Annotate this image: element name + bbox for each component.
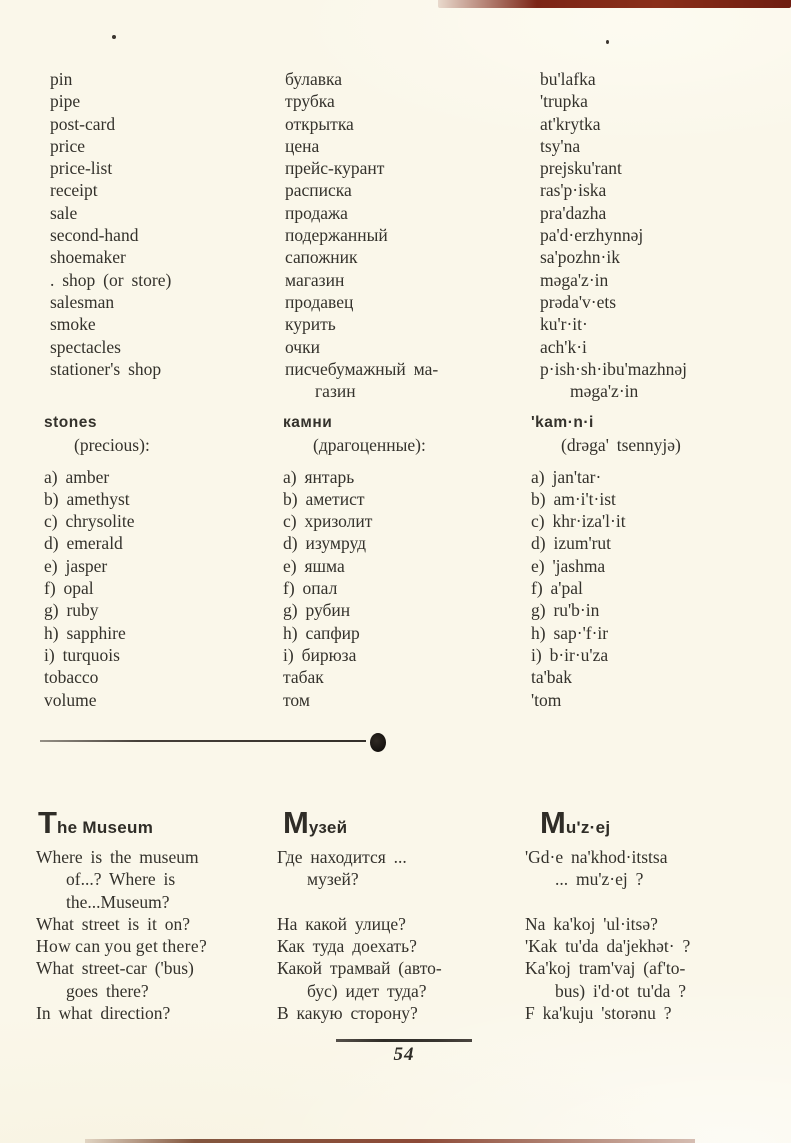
vocab-entry-english: shoemaker <box>50 247 126 268</box>
vocab-entry-phonetic: tsy'na <box>540 135 581 156</box>
phrases-column-phonetic <box>525 846 787 1024</box>
vocab-entry-russian: газин <box>315 381 356 402</box>
vocab-entry-phonetic: məga'z·in <box>540 269 609 290</box>
vocab-entry-english: spectacles <box>50 336 121 357</box>
stones-entry-english: i) turquois <box>44 644 120 665</box>
vocab-entry-phonetic: pra'dazha <box>540 202 607 223</box>
vocab-entry-phonetic: ku'r·it· <box>540 314 588 335</box>
stones-entry-russian: c) хризолит <box>283 511 373 532</box>
vocab-entry-english: salesman <box>50 291 115 312</box>
vocab-entry-russian: писчебумажный ма- <box>285 358 439 379</box>
phrase-line-english: How can you get there? <box>36 936 208 957</box>
stones-entry-english: e) jasper <box>44 555 108 576</box>
vocab-entry-phonetic: at'krytka <box>540 113 601 134</box>
phrase-line-english: What street is it on? <box>36 913 190 934</box>
stones-entry-russian: b) аметист <box>283 488 365 509</box>
vocab-entry-phonetic: ras'p·iska <box>540 180 607 201</box>
stones-entry-english: b) amethyst <box>44 488 130 509</box>
stones-entry-russian: том <box>283 689 310 710</box>
stones-entry-phonetic: i) b·ir·u'za <box>531 644 609 665</box>
vocab-entry-phonetic: p·ish·sh·ibu'mazhnəj <box>540 358 688 379</box>
museum-section-headings <box>0 791 791 841</box>
stones-column-english <box>44 412 274 711</box>
stones-entry-english: c) chrysolite <box>44 511 135 532</box>
vocab-entry-russian: трубка <box>285 91 335 112</box>
stones-entry-english: tobacco <box>44 667 99 688</box>
vocab-entry-phonetic: prəda'v·ets <box>540 291 617 312</box>
vocab-entry-russian: булавка <box>285 69 342 89</box>
stones-entry-english: h) sapphire <box>44 622 126 643</box>
phrase-line-russian: музей? <box>307 869 359 890</box>
phrase-line-english: Where is the museum <box>36 847 199 867</box>
stones-column-phonetic <box>531 412 786 711</box>
stones-entry-russian: a) янтарь <box>283 466 355 487</box>
scan-edge-band-top <box>438 0 791 8</box>
divider-dot <box>370 733 386 752</box>
vocab-entry-english: pipe <box>50 91 81 112</box>
vocab-entry-english: price <box>50 135 85 156</box>
vocab-entry-phonetic: 'trupka <box>540 91 588 112</box>
stones-entry-phonetic: f) a'pal <box>531 578 583 599</box>
page-number-rule <box>336 1039 472 1042</box>
stones-entry-russian: d) изумруд <box>283 533 367 554</box>
vocab-entry-russian: цена <box>285 135 320 156</box>
phrases-column-russian <box>277 846 527 1024</box>
phrase-line-russian: В какую сторону? <box>277 1003 418 1024</box>
museum-heading-phonetic <box>540 805 610 841</box>
heading-drop-initial: T <box>38 805 57 841</box>
vocab-entry-russian: прейс-курант <box>285 158 385 179</box>
heading-rest: u'z·ej <box>565 818 611 838</box>
museum-heading-russian <box>283 805 347 841</box>
ink-speck <box>606 40 609 44</box>
vocab-entry-russian: открытка <box>285 113 354 134</box>
page-number: 54 <box>393 1044 415 1065</box>
heading-drop-initial: М <box>283 805 309 841</box>
phrase-line-russian: Где находится ... <box>277 847 407 867</box>
vocab-column-russian <box>285 68 535 402</box>
stones-entry-phonetic: g) ru'b·in <box>531 600 600 621</box>
stones-entry-russian: e) яшма <box>283 555 345 576</box>
vocab-entry-phonetic: bu'lafka <box>540 69 596 89</box>
phrase-line-phonetic: Na ka'koj 'ul·itsə? <box>525 913 658 934</box>
stones-entry-russian: f) опал <box>283 578 338 599</box>
phrase-line-english: What street-car ('bus) <box>36 958 194 979</box>
stones-entry-russian: h) сапфир <box>283 622 360 643</box>
section-divider <box>40 733 388 751</box>
vocab-column-phonetic <box>540 68 790 402</box>
stones-entry-phonetic: a) jan'tar· <box>531 466 602 487</box>
stones-entry-phonetic: ta'bak <box>531 667 573 688</box>
vocab-entry-russian: расписка <box>285 180 352 201</box>
vocab-entry-phonetic: məga'z·in <box>570 381 639 402</box>
heading-drop-initial: M <box>540 805 566 841</box>
vocab-entry-russian: сапожник <box>285 247 358 268</box>
vocab-entry-russian: подержанный <box>285 225 388 246</box>
stones-entry-phonetic: h) sap·'f·ir <box>531 622 609 643</box>
vocab-entry-phonetic: sa'pozhn·ik <box>540 247 620 268</box>
stones-entry-russian: табак <box>283 667 324 688</box>
phrase-line-russian: Какой трамвай (авто- <box>277 958 442 979</box>
vocab-entry-phonetic: prejsku'rant <box>540 158 622 179</box>
stones-entry-russian: (драгоценные): <box>313 435 426 456</box>
vocab-entry-english: price-list <box>50 158 113 179</box>
phrase-line-phonetic <box>525 891 787 913</box>
scan-edge-band-bottom <box>85 1139 695 1143</box>
stones-entry-russian: i) бирюза <box>283 644 357 665</box>
vocab-entry-russian: магазин <box>285 269 345 290</box>
divider-line <box>40 740 366 742</box>
vocab-column-english <box>50 68 280 380</box>
vocab-entry-english: stationer's shop <box>50 358 162 379</box>
vocab-entry-english: pin <box>50 69 73 89</box>
stones-entry-phonetic: d) izum'rut <box>531 533 612 554</box>
vocab-entry-russian: продавец <box>285 291 354 312</box>
phrase-line-english: goes there? <box>66 980 149 1001</box>
museum-heading-english <box>38 805 153 841</box>
phrase-line-russian <box>277 891 527 913</box>
ink-speck <box>112 35 116 39</box>
stones-entry-phonetic: (drəga' tsennyjə) <box>561 435 681 456</box>
phrase-line-phonetic: 'Kak tu'da da'jekhət· ? <box>525 936 691 957</box>
vocab-entry-english: receipt <box>50 180 98 201</box>
vocab-entry-russian: очки <box>285 336 320 357</box>
vocab-entry-russian: курить <box>285 314 336 335</box>
heading-rest: he Museum <box>56 818 154 838</box>
vocab-entry-phonetic: pa'd·erzhynnəj <box>540 225 644 246</box>
stones-entry-phonetic: e) 'jashma <box>531 555 606 576</box>
stones-entry-english: (precious): <box>74 435 150 456</box>
vocab-entry-english: sale <box>50 202 78 223</box>
phrase-line-english: In what direction? <box>36 1003 171 1024</box>
stones-entry-russian: g) рубин <box>283 600 351 621</box>
phrases-column-english <box>36 846 276 1024</box>
stones-entry-english: f) opal <box>44 578 94 599</box>
phrase-line-phonetic: ... mu'z·ej ? <box>555 869 644 890</box>
stones-entry-phonetic: c) khr·iza'l·it <box>531 511 626 532</box>
phrase-line-russian: На какой улице? <box>277 913 406 934</box>
phrase-line-russian: бус) идет туда? <box>307 980 427 1001</box>
vocab-entry-english: smoke <box>50 314 96 335</box>
heading-rest: узей <box>308 818 348 838</box>
stones-entry-english: a) amber <box>44 466 110 487</box>
phrase-line-phonetic: Ka'koj tram'vaj (af'to- <box>525 958 686 979</box>
stones-entry-phonetic: 'tom <box>531 689 562 710</box>
stones-entry-english: d) emerald <box>44 533 123 554</box>
stones-column-russian <box>283 412 533 711</box>
vocab-entry-english: second-hand <box>50 225 139 246</box>
phrase-line-phonetic: F ka'kuju 'storənu ? <box>525 1003 672 1024</box>
phrase-line-russian: Как туда доехать? <box>277 936 417 957</box>
phrase-line-phonetic: bus) i'd·ot tu'da ? <box>555 980 687 1001</box>
phrase-line-english: the...Museum? <box>66 891 170 912</box>
vocab-entry-phonetic: ach'k·i <box>540 336 587 357</box>
vocab-entry-russian: продажа <box>285 202 348 223</box>
vocab-entry-english: . shop (or store) <box>50 269 172 290</box>
phrase-line-english: of...? Where is <box>66 869 176 890</box>
stones-entry-phonetic: b) am·i't·ist <box>531 488 616 509</box>
stones-entry-english: g) ruby <box>44 600 99 621</box>
phrase-line-phonetic: 'Gd·e na'khod·itstsa <box>525 847 668 867</box>
stones-entry-english: stones <box>44 414 97 431</box>
stones-entry-english: volume <box>44 689 97 710</box>
vocab-entry-english: post-card <box>50 113 116 134</box>
stones-entry-russian: камни <box>283 414 333 431</box>
stones-entry-phonetic: 'kam·n·i <box>531 414 594 431</box>
